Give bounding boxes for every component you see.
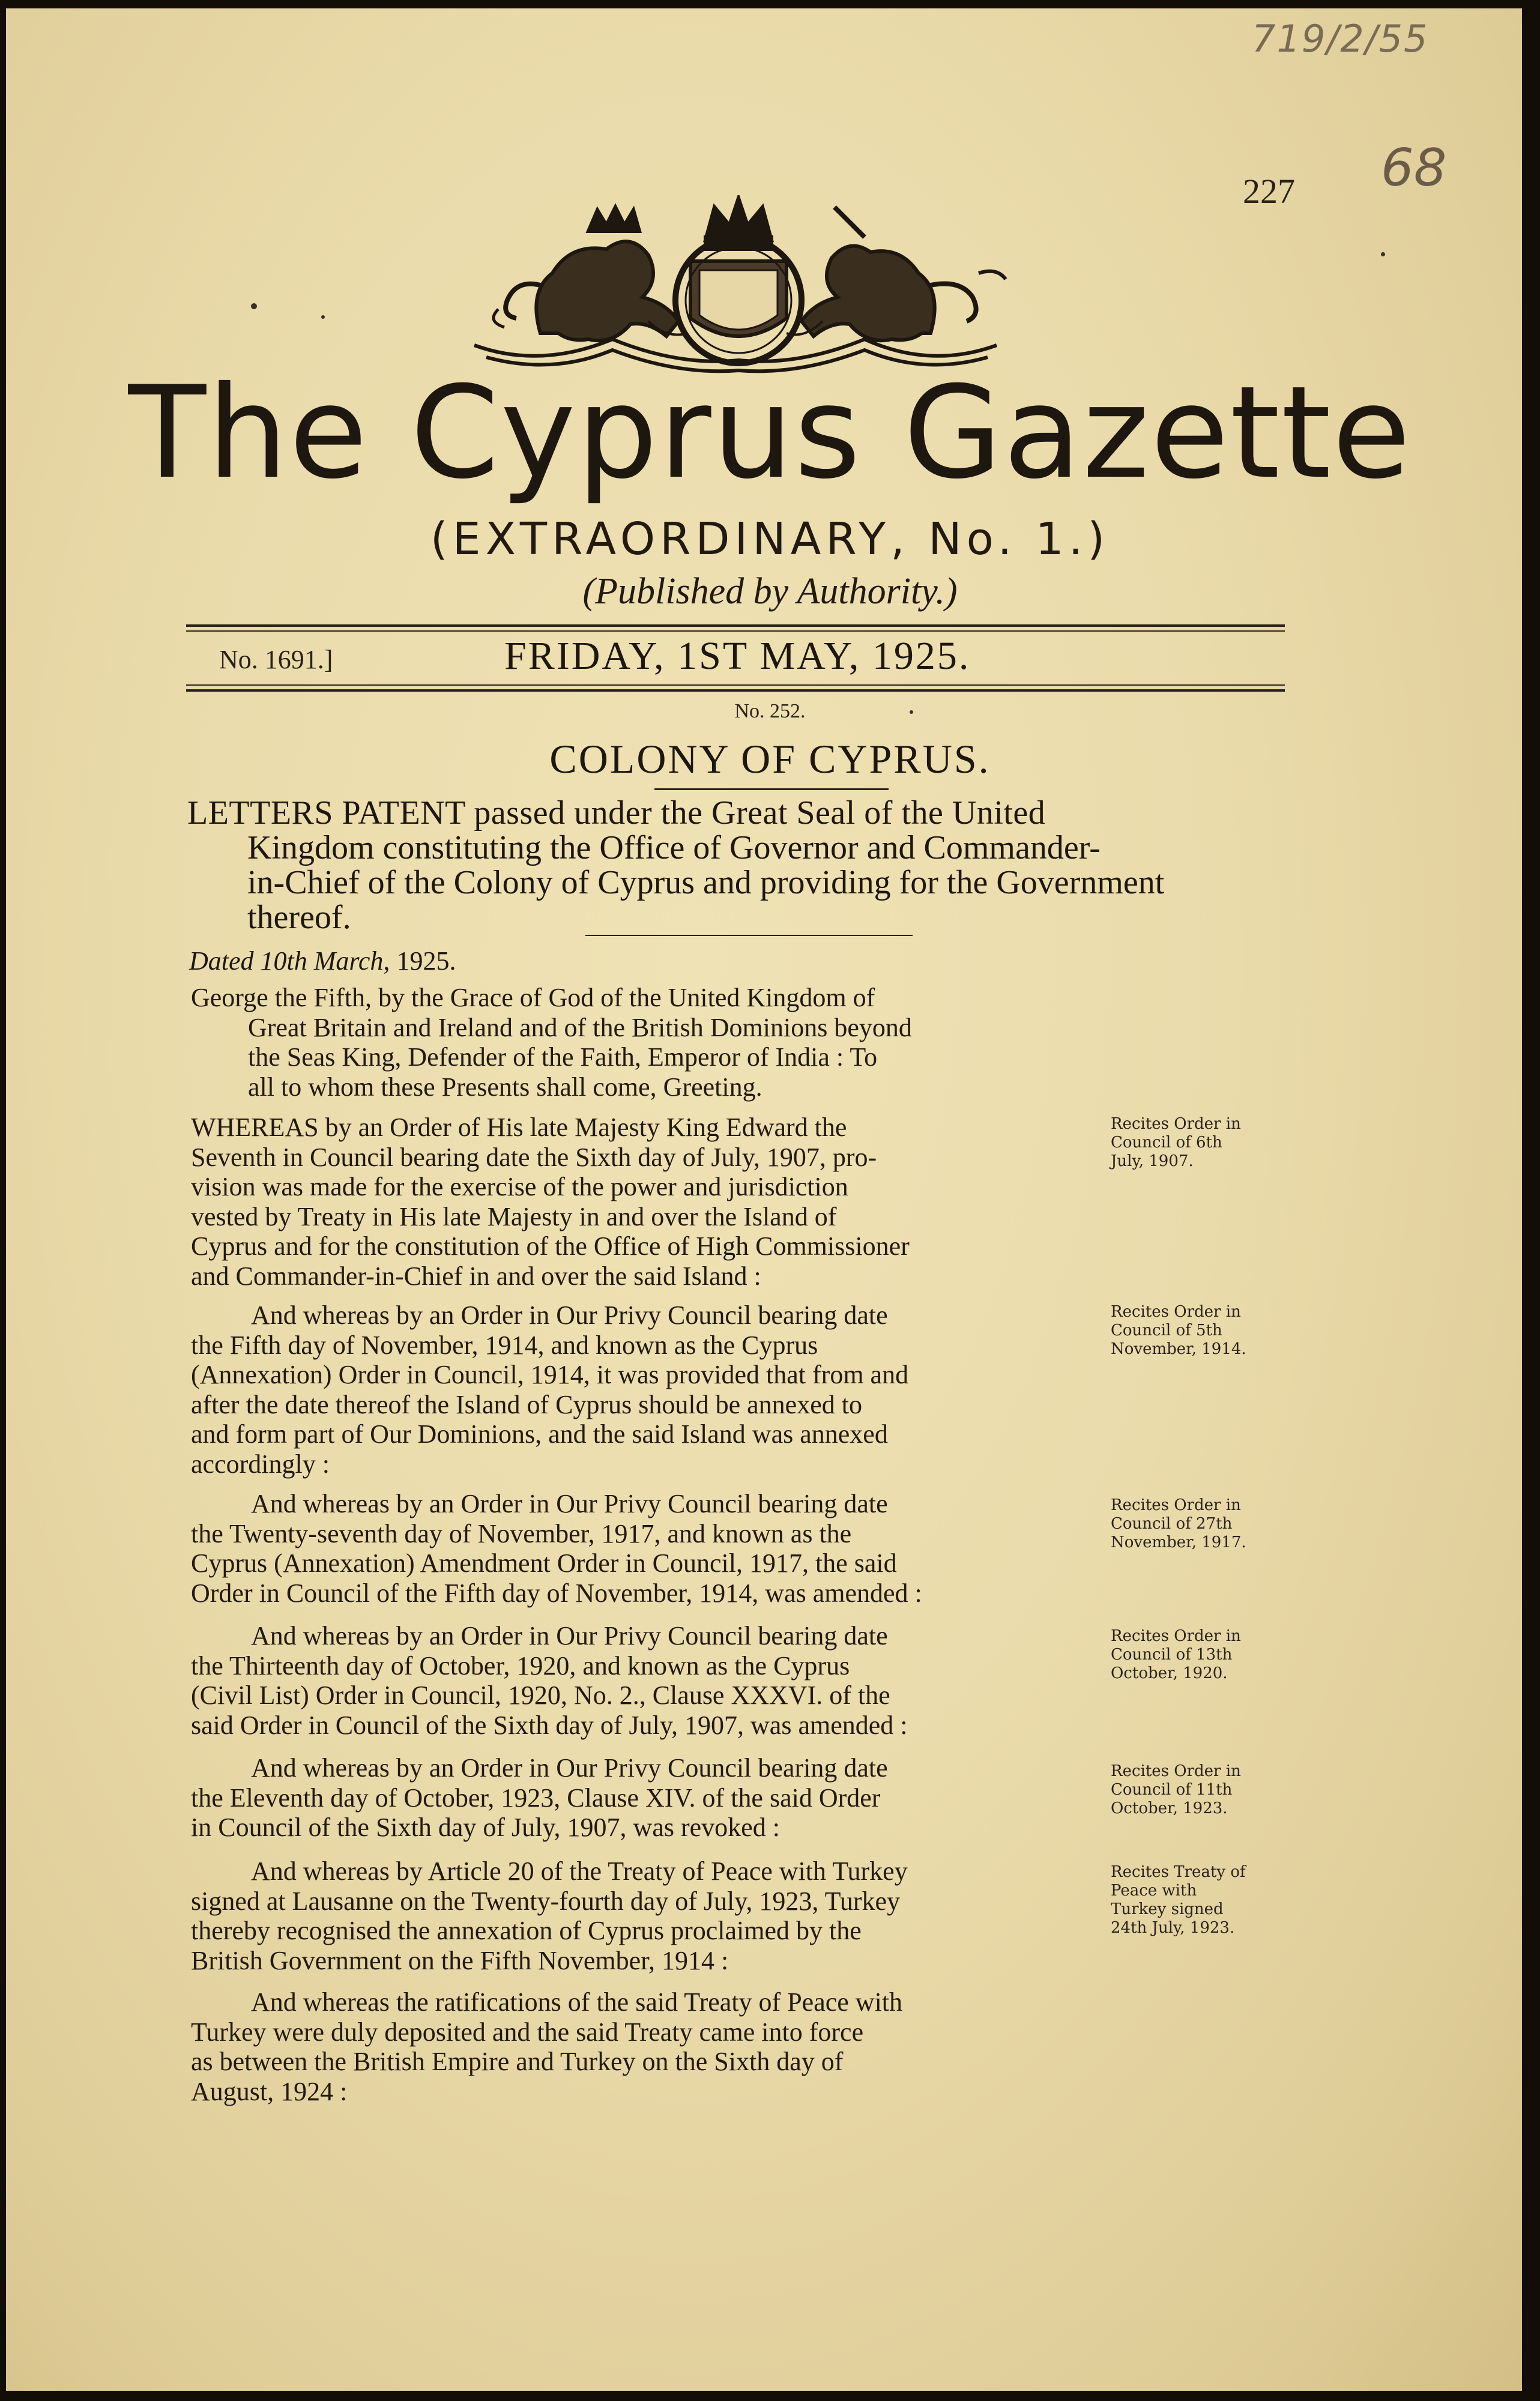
margin-note-line: Council of 11th: [1111, 1781, 1233, 1799]
recital-line: accordingly :: [191, 1449, 330, 1479]
recital-paragraph: [191, 1987, 1092, 2106]
recital-line: the Fifth day of November, 1914, and known as the Cyprus: [191, 1330, 818, 1360]
greeting-line: George the Fifth, by the Grace of God of the United Kingdom of: [191, 983, 875, 1012]
masthead-rule-bottom-thin: [186, 684, 1285, 686]
recital-line: And whereas by Article 20 of the Treaty of Peace with Turkey: [251, 1856, 908, 1886]
recital-line: the Twenty-seventh day of November, 1917, and known as the: [191, 1518, 852, 1548]
margin-note: [1111, 1496, 1309, 1552]
greeting-paragraph: [191, 983, 1092, 1102]
recital-line: signed at Lausanne on the Twenty-fourth day of July, 1923, Turkey: [191, 1886, 901, 1916]
margin-note-line: July, 1907.: [1111, 1152, 1194, 1170]
recital-line: and form part of Our Dominions, and the said Island was annexed: [191, 1419, 888, 1449]
recital-line: said Order in Council of the Sixth day of July, 1907, was amended :: [191, 1710, 908, 1740]
recital-line: WHEREAS by an Order of His late Majesty King Edward the: [191, 1113, 847, 1142]
margin-note-line: Peace with: [1111, 1882, 1197, 1900]
notice-heading: COLONY OF CYPRUS.: [549, 736, 991, 782]
scan-speck: [910, 710, 913, 714]
scan-speck: [1381, 252, 1385, 256]
recital-line: August, 1924 :: [191, 2076, 348, 2106]
recital-paragraph: [191, 1489, 1092, 1608]
royal-crest-icon: [450, 195, 1021, 375]
notice-number: No. 252.: [734, 700, 806, 722]
scan-edge-left: [0, 0, 6, 2401]
margin-note-line: Council of 27th: [1111, 1515, 1233, 1533]
margin-note-line: November, 1914.: [1111, 1340, 1246, 1358]
recital-line: vision was made for the exercise of the power and jurisdiction: [191, 1172, 848, 1201]
margin-note-line: 24th July, 1923.: [1111, 1919, 1235, 1937]
recital-line: as between the British Empire and Turkey on the Sixth day of: [191, 2047, 844, 2076]
margin-note-line: October, 1923.: [1111, 1799, 1228, 1817]
scan-speck: [321, 315, 325, 319]
recital-line: Cyprus (Annexation) Amendment Order in Council, 1917, the said: [191, 1548, 897, 1578]
recital-line: And whereas the ratifications of the said Treaty of Peace with: [251, 1987, 903, 2017]
recital-paragraph: [191, 1113, 1092, 1291]
handwritten-reference: 719/2/55: [1252, 17, 1429, 61]
dated-line: [189, 946, 456, 976]
handwritten-folio: 68: [1381, 138, 1447, 198]
published-by-authority: (Published by Authority.): [582, 571, 958, 612]
recital-line: British Government on the Fifth November, 1914 :: [191, 1945, 729, 1975]
recital-line: the Thirteenth day of October, 1920, and known as the Cyprus: [191, 1650, 850, 1681]
gazette-title: The Cyprus Gazette: [128, 358, 1412, 507]
recital-line: And whereas by an Order in Our Privy Council bearing date: [251, 1753, 888, 1783]
recital-line: vested by Treaty in His late Majesty in and over the Island of: [191, 1201, 837, 1231]
recital-line: Cyprus and for the constitution of the Office of High Commissioner: [191, 1231, 910, 1261]
page-number: 227: [1243, 172, 1295, 211]
masthead-rule-top: [186, 624, 1285, 627]
letters-patent-line: thereof.: [247, 899, 351, 936]
recital-line: the Eleventh day of October, 1923, Clause XIV. of the said Order: [191, 1783, 881, 1813]
recital-line: in Council of the Sixth day of July, 1907, was revoked :: [191, 1813, 780, 1842]
recital-line: after the date thereof the Island of Cyprus should be annexed to: [191, 1389, 862, 1419]
recital-line: And whereas by an Order in Our Privy Council bearing date: [251, 1621, 888, 1650]
dated-prefix: Dated 10th March,: [189, 946, 390, 976]
recital-line: Turkey were duly deposited and the said Treaty came into force: [191, 2017, 864, 2047]
scan-edge-top: [0, 0, 1540, 8]
greeting-line: Great Britain and Ireland and of the British Dominions beyond: [248, 1012, 912, 1042]
letters-patent-line: Kingdom constituting the Office of Governor and Commander-: [247, 829, 1101, 866]
letters-patent-line: in-Chief of the Colony of Cyprus and providing for the Government: [247, 864, 1165, 901]
letters-patent-line: LETTERS PATENT passed under the Great Seal of the United: [187, 794, 1046, 832]
scan-edge-right: [1522, 0, 1540, 2401]
margin-note-line: Recites Order in: [1111, 1627, 1241, 1645]
recital-line: Order in Council of the Fifth day of November, 1914, was amended :: [191, 1578, 922, 1608]
margin-note: [1111, 1762, 1309, 1818]
margin-note: [1111, 1863, 1309, 1937]
recital-paragraph: [191, 1621, 1092, 1740]
margin-note-line: Recites Order in: [1111, 1496, 1241, 1514]
margin-note: [1111, 1115, 1309, 1171]
scan-edge-bottom: [0, 2391, 1540, 2401]
heading-underline: [654, 788, 889, 790]
recital-paragraph: [191, 1856, 1092, 1975]
title-divider: [585, 935, 913, 936]
margin-note-line: Council of 13th: [1111, 1646, 1233, 1664]
recital-line: (Civil List) Order in Council, 1920, No. 2., Clause XXXVI. of the: [191, 1681, 890, 1710]
masthead-rule-top-thin: [186, 630, 1285, 632]
masthead-rule-bottom: [186, 689, 1285, 692]
margin-note-line: November, 1917.: [1111, 1533, 1246, 1551]
margin-note-line: Turkey signed: [1111, 1900, 1224, 1918]
margin-note-line: October, 1920.: [1111, 1664, 1228, 1682]
recital-paragraph: [191, 1753, 1092, 1843]
issue-date: FRIDAY, 1ST MAY, 1925.: [504, 634, 971, 678]
scan-speck: [251, 303, 257, 309]
margin-note: [1111, 1627, 1309, 1683]
margin-note-line: Recites Order in: [1111, 1762, 1241, 1780]
margin-note-line: Council of 6th: [1111, 1134, 1222, 1152]
dated-year: 1925.: [396, 946, 456, 976]
recital-line: thereby recognised the annexation of Cyprus proclaimed by the: [191, 1916, 862, 1945]
recital-line: And whereas by an Order in Our Privy Council bearing date: [251, 1489, 888, 1518]
margin-note-line: Recites Order in: [1111, 1303, 1241, 1321]
greeting-line: the Seas King, Defender of the Faith, Emperor of India : To: [248, 1042, 878, 1072]
recital-paragraph: [191, 1300, 1092, 1479]
margin-note-line: Recites Order in: [1111, 1115, 1241, 1133]
extraordinary-subtitle: (EXTRAORDINARY, No. 1.): [430, 513, 1110, 565]
recital-line: (Annexation) Order in Council, 1914, it was provided that from and: [191, 1360, 909, 1389]
margin-note-line: Recites Treaty of: [1111, 1863, 1246, 1881]
issue-number: No. 1691.]: [219, 645, 333, 674]
margin-note: [1111, 1303, 1309, 1359]
greeting-line: all to whom these Presents shall come, Greeting.: [248, 1072, 762, 1102]
margin-note-line: Council of 5th: [1111, 1321, 1222, 1339]
recital-line: And whereas by an Order in Our Privy Council bearing date: [251, 1300, 888, 1330]
recital-line: Seventh in Council bearing date the Sixth day of July, 1907, pro-: [191, 1142, 877, 1172]
recital-line: and Commander-in-Chief in and over the said Island :: [191, 1261, 761, 1291]
letters-patent-title: [187, 796, 1304, 935]
